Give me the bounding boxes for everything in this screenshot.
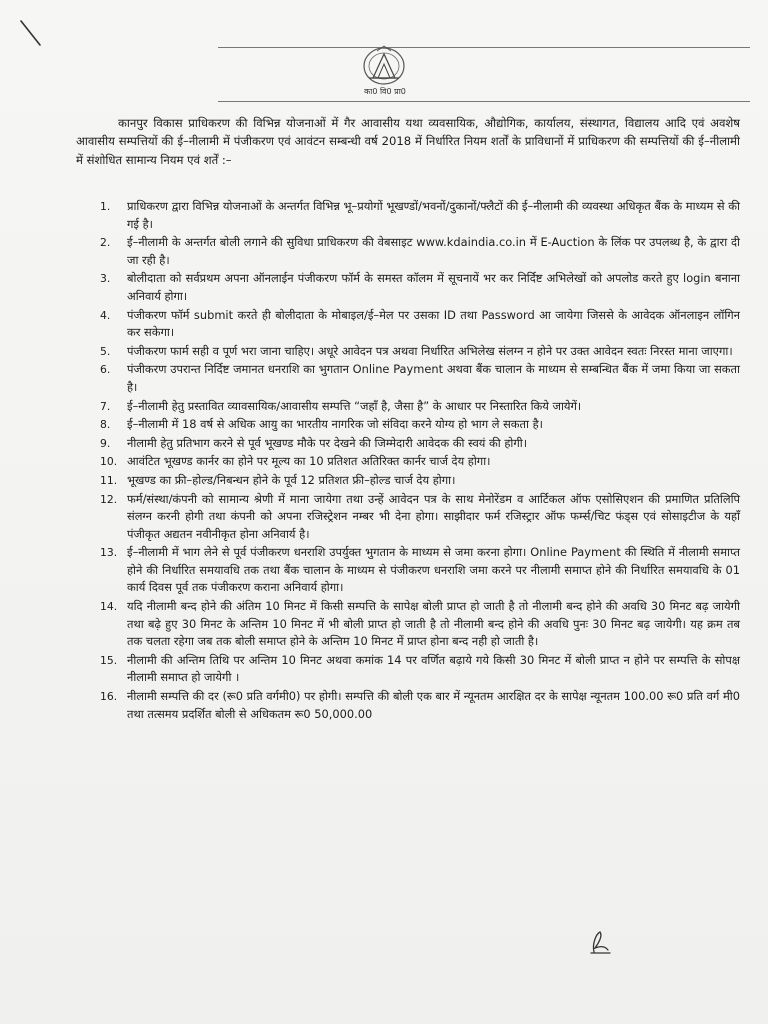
item-number: 15. — [100, 653, 118, 667]
item-text: फर्म/संस्था/कंपनी को सामान्य श्रेणी में माना जायेगा तथा उन्हें आवेदन पत्र के साथ मेनोरेंडम व आर्टिकल ऑफ एसोसिएशन की प्रमाणित प्रतिलिपि संलग्न करनी होगी तथा कंपनी को अपना रजिस्ट्रेशन नम्बर भी देना होगा। साझीदार फर्म रजिस्ट्रार ऑफ फर्म्स/चिट फंड्स एवं सोसाइटीज के यहाँ पंजीकृत अद्यतन नवीनीकृत होना अनिवार्य है। — [127, 491, 740, 541]
terms-list-item — [100, 398, 740, 416]
header-rule-bottom — [218, 101, 750, 102]
item-number: 13. — [100, 546, 118, 560]
terms-list-item — [100, 491, 740, 544]
item-number: 16. — [100, 690, 118, 704]
item-text: ई–नीलामी के अन्तर्गत बोली लगाने की सुविधा प्राधिकरण की वेबसाइट www.kdaindia.co.in में E-Auction के लिंक पर उपलब्ध है, के द्वारा दी जा रही है। — [127, 235, 740, 267]
item-text: ई–नीलामी हेतु प्रस्तावित व्यावसायिक/आवासीय सम्पत्ति “जहाँ है, जैसा है” के आधार पर निस्तारित किये जायेगें। — [127, 398, 582, 413]
item-number: 11. — [100, 473, 118, 487]
item-text: ई–नीलामी में 18 वर्ष से अधिक आयु का भारतीय नागरिक जो संविदा करने योग्य हो भाग ले सकता है। — [127, 417, 543, 432]
terms-list-item — [100, 598, 740, 651]
item-text: यदि नीलामी बन्द होने की अंतिम 10 मिनट में किसी सम्पत्ति के सापेक्ष बोली प्राप्त हो जाती है तो नीलामी बन्द होने की अवधि 30 मिनट बढ़ जायेगी तथा बढ़े हुए 30 मिनट के अन्तिम 10 मिनट में भी बोली प्राप्त हो जाती है तो नीलामी बन्द होने की अवधि पुनः 30 मिनट बढ़ जायेगी। यह क्रम तब तक चलता रहेगा जब तक बोली समाप्त होने के अन्तिम 10 मिनट में प्राप्त होना बन्द नही हो जाती है। — [127, 599, 740, 649]
item-number: 14. — [100, 600, 118, 614]
item-text: पंजीकरण फॉर्म submit करते ही बोलीदाता के मोबाइल/ई–मेल पर उसका ID तथा Password आ जायेगा जिससे के आवेदक ऑनलाइन लॉगिन कर सकेगा। — [127, 307, 740, 340]
item-number: 12. — [100, 492, 118, 506]
item-number: 4. — [100, 308, 111, 322]
terms-list-item — [100, 343, 740, 361]
item-text: ई–नीलामी में भाग लेने से पूर्व पंजीकरण धनराशि उपर्युक्त भुगतान के माध्यम से जमा करना होगा। Online Payment की स्थिति में नीलामी समाप्त होने की निर्धारित समयावधि तक तथा बैंक चालान के माध्यम से पंजीकरण धनराशि जमा करने पर नीलामी समाप्त होने की निर्धारित समयावधि के 01 कार्य दिवस पूर्व तक पंजीकरण कराना अनिवार्य होगा। — [127, 545, 740, 595]
item-number: 3. — [100, 272, 111, 286]
item-text: नीलामी की अन्तिम तिथि पर अन्तिम 10 मिनट अथवा कमांक 14 पर वर्णित बढ़ाये गये किसी 30 मिनट में बोली प्राप्त न होने पर सम्पत्ति के सोपक्ष नीलामी समाप्त हो जायेगी । — [127, 652, 740, 685]
pen-stroke-mark — [18, 18, 44, 48]
item-text: पंजीकरण उपरान्त निर्दिष्ट जमानत धनराशि का भुगतान Online Payment अथवा बैंक चालान के माध्यम से सम्बन्धित बैंक में जमा किया जा सकता है। — [127, 362, 740, 394]
terms-list-item — [100, 453, 740, 471]
terms-list-item — [100, 270, 740, 305]
intro-paragraph: कानपुर विकास प्राधिकरण की विभिन्न योजनाओं में गैर आवासीय यथा व्यवसायिक, औद्योगिक, कार्यालय, संस्थागत, विद्यालय आदि एवं अवशेष आवासीय सम्पत्तियों की ई–नीलामी में पंजीकरण एवं आवंटन सम्बन्धी वर्ष 2018 में निर्धारित नियम शर्तों के प्राविधानों में प्राधिकरण की सम्पत्तियों की ई–नीलामी में संशोधित सामान्य नियम एवं शर्तें :– — [76, 115, 740, 167]
terms-list-item — [100, 544, 740, 597]
item-text: नीलामी सम्पत्ति की दर (रू0 प्रति वर्गमी0) पर होगी। सम्पत्ति की बोली एक बार में न्यूनतम आरक्षित दर के सापेक्ष न्यूनतम 100.00 रू0 प्रति वर्ग मी0 तथा तत्समय प्रदर्शित बोली से अधिकतम रू0 50,000.00 — [127, 689, 740, 721]
item-number: 7. — [100, 399, 111, 413]
item-text: प्राधिकरण द्वारा विभिन्न योजनाओं के अन्तर्गत विभिन्न भू–प्रयोगों भूखण्डों/भवनों/दुकानों/फ्लैटों की ई–नीलामी की व्यवस्था अधिकृत बैंक के माध्यम से की गई है। — [127, 199, 740, 231]
item-number: 5. — [100, 344, 111, 358]
item-number: 1. — [100, 200, 111, 213]
item-number: 8. — [100, 418, 111, 432]
terms-list-item — [100, 472, 740, 490]
item-text: बोलीदाता को सर्वप्रथम अपना ऑनलाईन पंजीकरण फॉर्म के समस्त कॉलम में सूचनायें भर कर निर्दिष्ट अभिलेखों को अपलोड करते हुए login बनाना अनिवार्य होगा। — [127, 271, 740, 303]
item-number: 10. — [100, 455, 118, 469]
terms-list-item — [100, 435, 740, 453]
terms-list-item — [100, 234, 740, 269]
item-text: भूखण्ड का फ्री–होल्ड/निबन्धन होने के पूर्व 12 प्रतिशत फ्री–होल्ड चार्ज देय होगा। — [127, 472, 456, 487]
item-text: नीलामी हेतु प्रतिभाग करने से पूर्व भूखण्ड मौके पर देखने की जिम्मेदारी आवेदक की स्वयं की होगी। — [127, 435, 528, 450]
emblem-caption: का0 वि0 प्रा0 — [364, 87, 406, 96]
terms-list-item — [100, 361, 740, 396]
item-number: 9. — [100, 436, 111, 450]
terms-list-item — [100, 198, 740, 233]
header-rule-top — [218, 47, 750, 48]
terms-list-item — [100, 416, 740, 434]
terms-list — [100, 198, 740, 724]
item-text: आवंटित भूखण्ड कार्नर का होने पर मूल्य का 10 प्रतिशत अतिरिक्त कार्नर चार्ज देय होगा। — [127, 454, 491, 469]
signature-mark — [586, 926, 614, 956]
item-number: 6. — [100, 363, 111, 377]
terms-list-item — [100, 307, 740, 342]
item-text: पंजीकरण फार्म सही व पूर्ण भरा जाना चाहिए। अधूरे आवेदन पत्र अथवा निर्धारित अभिलेख संलग्न न होने पर उक्त आवेदन स्वतः निरस्त माना जाएगा। — [127, 343, 733, 358]
item-number: 2. — [100, 236, 111, 250]
terms-list-item — [100, 652, 740, 687]
terms-list-item — [100, 688, 740, 723]
